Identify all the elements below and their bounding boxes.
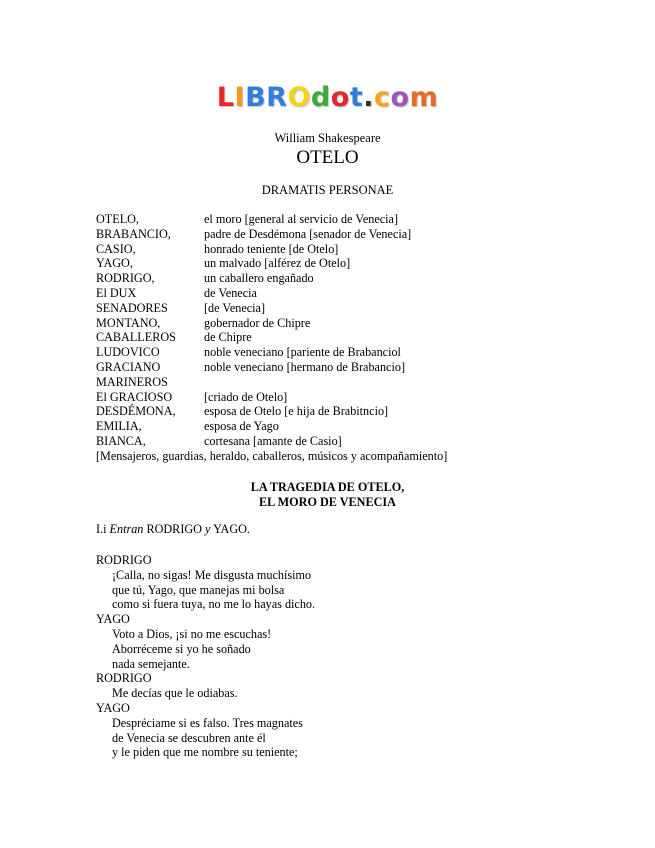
cast-name: CABALLEROS [96,330,176,345]
logo-letter: . [363,82,374,113]
cast-desc: honrado teniente [de Otelo] [204,241,339,256]
cast-desc: de Venecia [204,285,257,300]
cast-row [96,434,447,449]
logo-letter: I [234,82,246,113]
cast-desc: [criado de Otelo] [204,389,288,404]
scene-number: I.i [96,522,107,536]
cast-name: MONTANO, [96,315,161,330]
speaker-name: RODRIGO [96,671,152,686]
cast-footer: [Mensajeros, guardias, heraldo, caballeros, músicos y acompañamiento] [96,448,448,463]
verse-line: nada semejante. [112,656,190,671]
verse-line: Aborréceme si yo he soñado [112,641,251,656]
dialogue [96,553,315,760]
scene-direction [96,522,250,537]
speaker-name: YAGO [96,700,130,715]
cast-desc: el moro [general al servicio de Venecia] [204,212,399,226]
cast-name: RODRIGO, [96,271,155,286]
librodot-logo [0,82,655,113]
verse-line: Despréciame si es falso. Tres magnates [112,715,303,730]
cast-name: EMILIA, [96,419,142,434]
tragedy-title [0,480,655,510]
cast-row [96,330,447,345]
cast-desc: gobernador de Chipre [204,315,311,330]
verse-line: y le piden que me nombre su teniente; [112,745,298,760]
cast-row [96,390,447,405]
cast-row [96,256,447,271]
cast-name: SENADORES [96,300,168,315]
cast-name: GRACIANO [96,359,161,374]
cast-row [96,404,447,419]
scene-character: RODRIGO [146,522,202,536]
cast-row [96,301,447,316]
cast-list [96,212,447,464]
verse-line: de Venecia se descubren ante él [112,730,266,745]
cast-row [96,286,447,301]
verse-line: como si fuera tuya, no me lo hayas dicho. [112,597,316,612]
cast-desc: noble veneciano [pariente de Brabanciol [204,345,401,360]
verse-line: que tú, Yago, que manejas mi bolsa [112,582,285,597]
cast-row [96,242,447,257]
logo-letter: o [390,82,410,113]
section-heading: DRAMATIS PERSONAE [261,183,394,197]
logo-letter: d [310,82,331,113]
verse-line: Voto a Dios, ¡si no me escuchas! [112,626,272,641]
verse-line: Me decías que le odiabas. [112,686,238,701]
logo-letter: B [245,82,267,113]
logo-letter: L [216,82,235,113]
logo-letter: R [266,82,288,113]
cast-row [96,316,447,331]
page-title: OTELO [296,147,359,168]
speaker-name: YAGO [96,612,130,627]
logo-letter: m [409,82,439,113]
scene-character: YAGO. [213,522,250,536]
cast-name: El DUX [96,285,137,300]
cast-desc: un caballero engañado [204,271,314,286]
tragedy-title-line1: LA TRAGEDIA DE OTELO, [250,480,405,494]
cast-row [96,360,447,375]
verse-line: ¡Calla, no sigas! Me disgusta muchísimo [112,567,312,582]
cast-desc: esposa de Otelo [e hija de Brabitncio] [204,404,389,419]
cast-desc: [de Venecia] [204,300,266,315]
cast-row [96,227,447,242]
stage-direction-entran: Entran [109,522,144,536]
cast-name: DESDÉMONA, [96,404,176,419]
logo-letter: c [373,82,391,113]
cast-desc: un malvado [alférez de Otelo] [204,256,351,271]
cast-desc: cortesana [amante de Casio] [204,433,342,448]
cast-name: MARINEROS [96,374,168,389]
cast-desc: padre de Desdémona [senador de Venecia] [204,226,412,241]
cast-desc: noble veneciano [hermano de Brabancio] [204,359,406,374]
cast-name: YAGO, [96,256,133,271]
cast-name: BIANCA, [96,433,146,448]
stage-direction-y: y [205,522,211,536]
cast-name: LUDOVICO [96,345,160,360]
cast-name: El GRACIOSO [96,389,173,404]
cast-row [96,419,447,434]
tragedy-title-line2: EL MORO DE VENECIA [259,494,396,509]
logo-letter: O [287,82,311,113]
cast-row [96,271,447,286]
author: William Shakespeare [274,131,381,145]
cast-row [96,375,447,390]
cast-name: CASIO, [96,241,136,256]
cast-name: BRABANCIO, [96,226,171,241]
cast-desc: de Chipre [204,330,252,345]
logo-letter: o [330,82,350,113]
cast-name: OTELO, [96,212,139,226]
speaker-name: RODRIGO [96,553,152,567]
logo-letter: t [349,82,364,113]
cast-row [96,212,447,227]
cast-row [96,345,447,360]
cast-desc: esposa de Yago [204,419,279,434]
